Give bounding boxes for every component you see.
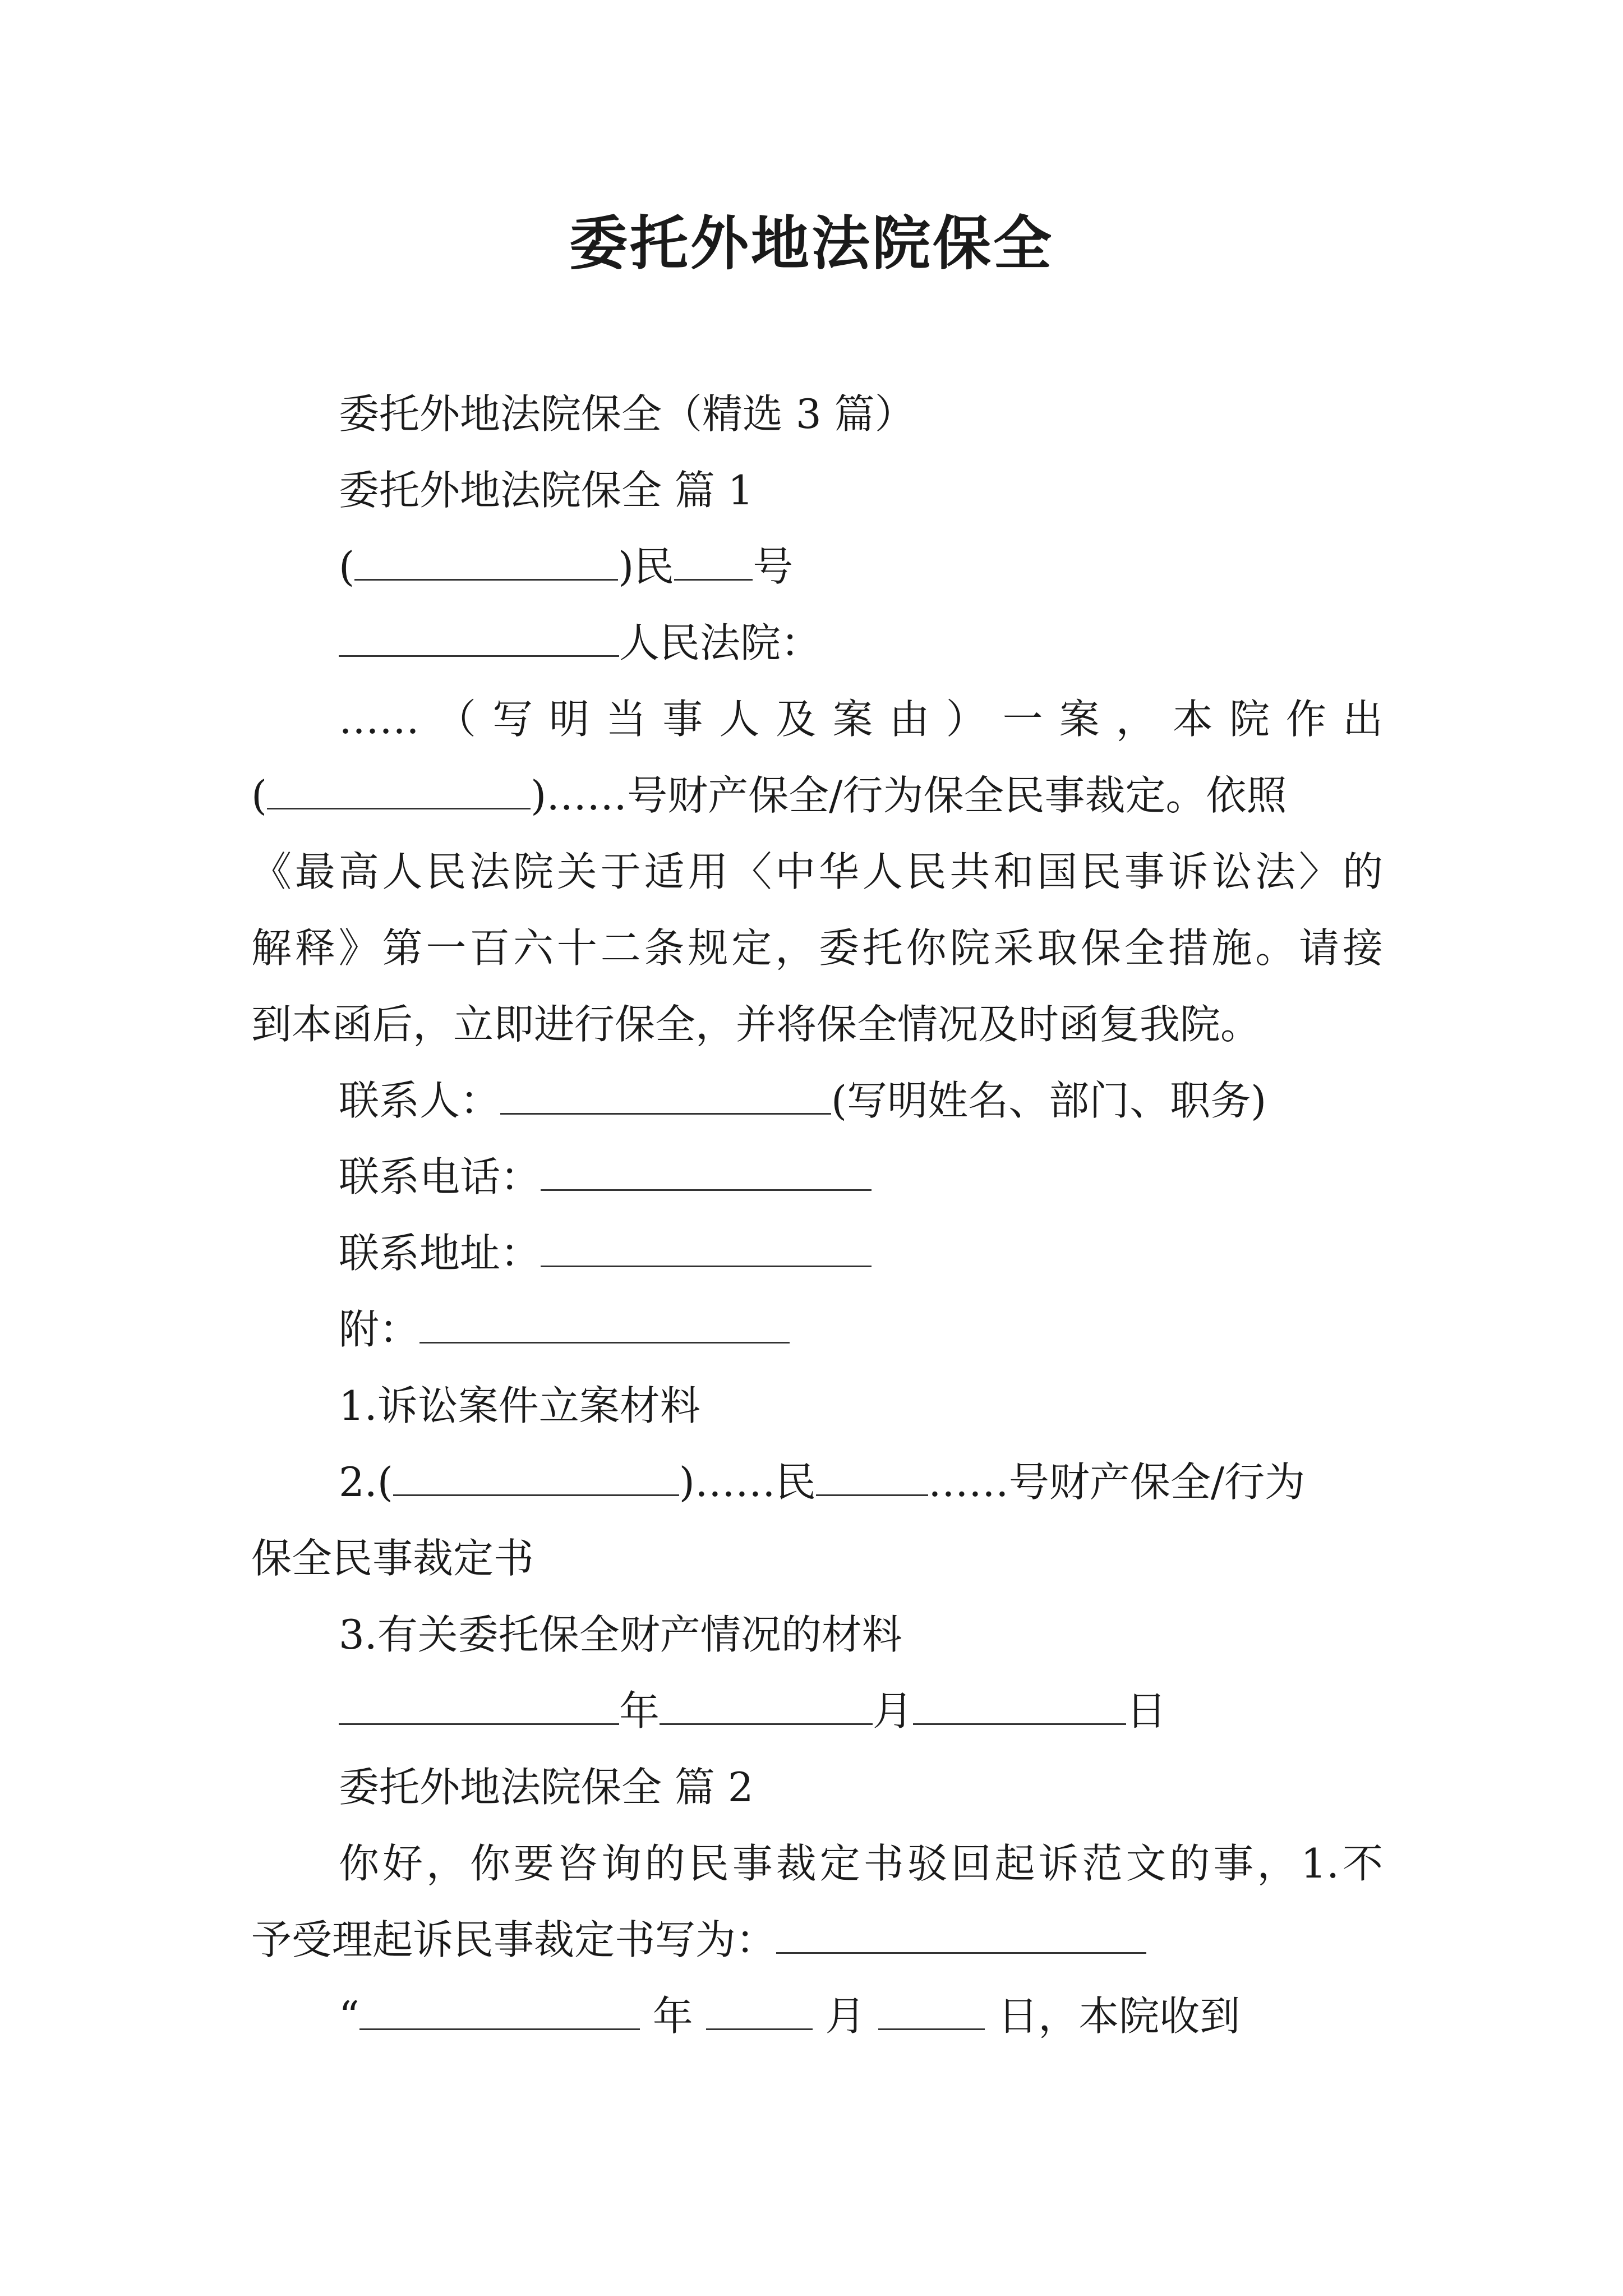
attachment-item-2: 2.( )……民 ……号财产保全/行为 xyxy=(339,1458,1306,1506)
case-number-line: ( )民 号 xyxy=(339,543,794,590)
blank-field xyxy=(816,1457,928,1496)
blank-field xyxy=(339,618,619,657)
blank-field xyxy=(776,1915,1146,1954)
blank-field xyxy=(339,1686,619,1725)
date-line: 年 月 日 xyxy=(339,1684,1166,1738)
attachment-item-3: 3.有关委托保全财产情况的材料 xyxy=(339,1611,902,1658)
blank-field xyxy=(267,771,531,809)
blank-field xyxy=(541,1152,872,1191)
blank-field xyxy=(359,1991,640,2030)
blank-field xyxy=(660,1686,873,1725)
blank-field xyxy=(913,1686,1126,1725)
body-paragraph-line: “ 年 月 日，本院收到 xyxy=(339,1993,1241,2040)
contact-address-line: 联系地址： xyxy=(339,1226,872,1280)
attachment-item-1: 1.诉讼案件立案材料 xyxy=(339,1382,700,1429)
document-title: 委托外地法院保全 xyxy=(569,209,1054,278)
blank-field xyxy=(878,1991,985,2030)
blank-field xyxy=(419,1305,790,1343)
blank-field xyxy=(706,1991,813,2030)
body-paragraph-line: 到本函后，立即进行保全，并将保全情况及时函复我院。 xyxy=(251,1001,1261,1048)
blank-field xyxy=(354,542,618,581)
blank-field xyxy=(500,1076,831,1115)
body-paragraph-line: ……（写明当事人及案由）一案，本院作出 xyxy=(339,696,1383,743)
body-paragraph-line: 予受理起诉民事裁定书写为： xyxy=(251,1913,1146,1967)
body-paragraph-line: 解释》第一百六十二条规定，委托你院采取保全措施。请接 xyxy=(251,924,1383,972)
blank-field xyxy=(541,1228,872,1267)
contact-person-line: 联系人： (写明姓名、部门、职务) xyxy=(339,1077,1267,1124)
body-paragraph-line: ( )……号财产保全/行为保全民事裁定。依照 xyxy=(251,772,1287,819)
blank-field xyxy=(393,1457,679,1496)
body-paragraph-line: 《最高人民法院关于适用〈中华人民共和国民事诉讼法〉的 xyxy=(251,848,1383,895)
body-paragraph-line: 你好，你要咨询的民事裁定书驳回起诉范文的事，1.不 xyxy=(339,1840,1383,1887)
contact-phone-line: 联系电话： xyxy=(339,1150,872,1204)
section-heading-1: 委托外地法院保全 篇 1 xyxy=(339,467,754,514)
subtitle: 委托外地法院保全（精选 3 篇） xyxy=(339,390,915,438)
attachment-line: 附： xyxy=(339,1303,790,1356)
addressee-line: 人民法院： xyxy=(339,616,821,670)
blank-field xyxy=(674,542,753,581)
attachment-item-2-cont: 保全民事裁定书 xyxy=(251,1535,534,1582)
section-heading-2: 委托外地法院保全 篇 2 xyxy=(339,1764,754,1811)
